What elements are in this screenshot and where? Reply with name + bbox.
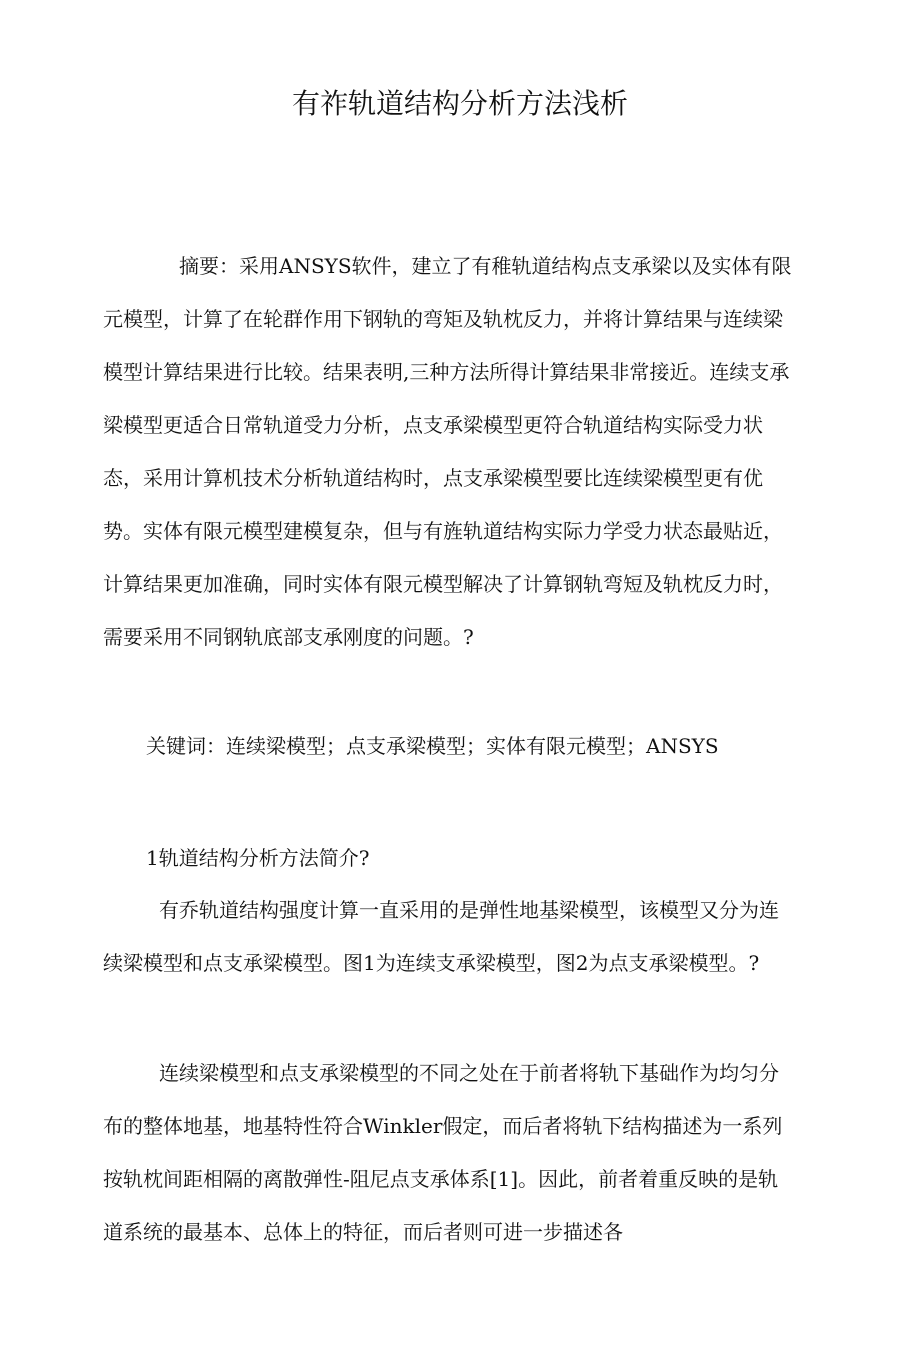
body-paragraph: 有乔轨道结构强度计算一直采用的是弹性地基梁模型，该模型又分为连续梁模型和点支承梁模型。图1为连续支承梁模型，图2为点支承梁模型。? (103, 898, 779, 975)
section-heading: 1轨道结构分析方法简介? (146, 846, 370, 870)
keywords-line: 关键词：连续梁模型；点支承梁模型；实体有限元模型；ANSYS (146, 734, 719, 758)
document-title: 有祚轨道结构分析方法浅析 (291, 87, 628, 120)
abstract-paragraph: 摘要：采用ANSYS软件，建立了有稚轨道结构点支承梁以及实体有限元模型，计算了在轮群作用下钢轨的弯矩及轨枕反力，并将计算结果与连续梁模型计算结果进行比较。结果表明,三种方法所得计算结果非常接近。连续支承梁模型更适合日常轨道受力分析，点支承梁模型更符合轨道结构实际受力状态，采用计算机技术分析轨道结构时，点支承梁模型要比连续梁模型更有优势。实体有限元模型建模复杂，但与有旌轨道结构实际力学受力状态最贴近，计算结果更加准确，同时实体有限元模型解决了计算钢轨弯短及轨枕反力时，需要采用不同钢轨底部支承刚度的问题。? (103, 254, 792, 649)
body-paragraph: 连续梁模型和点支承梁模型的不同之处在于前者将轨下基础作为均匀分布的整体地基，地基特性符合Winkler假定，而后者将轨下结构描述为一系列按轨枕间距相隔的离散弹性-阻尼点支承体系[1]。因此，前者着重反映的是轨道系统的最基本、总体上的特征，而后者则可进一步描述各 (103, 1061, 783, 1244)
